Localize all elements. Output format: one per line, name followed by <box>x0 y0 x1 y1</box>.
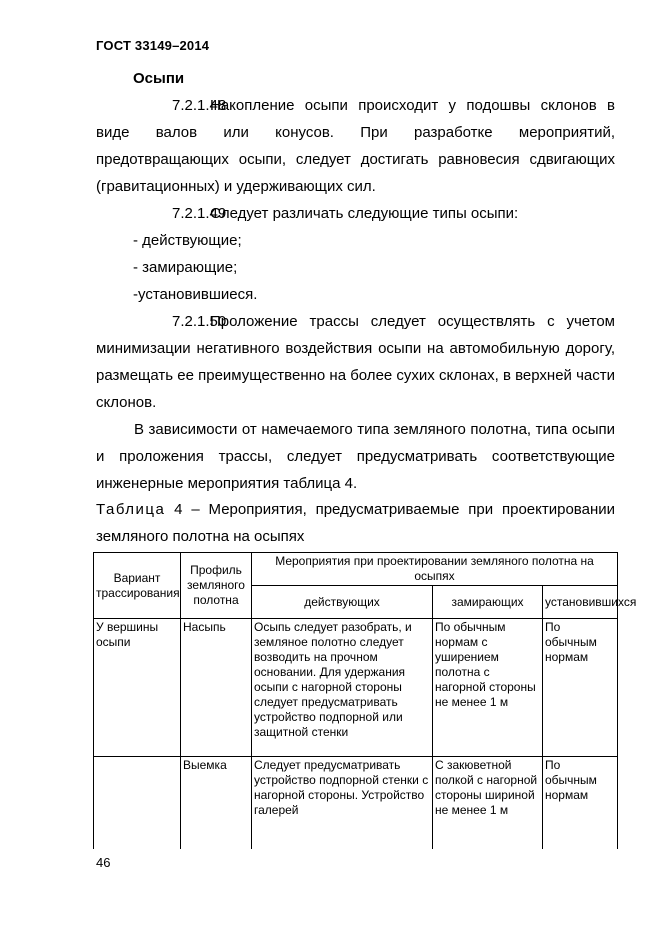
clause-text: Проложение трассы следует осуществлять с учетом минимизации негативного воздействия осыпи на автомобильную дорогу, размещать ее преимущественно на более сухих склонах, в верхней части склонов. <box>96 313 615 411</box>
section-title: Осыпи <box>133 70 185 87</box>
table-caption-text: 4 – Мероприятия, предусматриваемые при проектировании земляного полотна на осыпях <box>96 501 615 545</box>
paragraph-7-2-1-48 <box>96 92 615 200</box>
page-number: 46 <box>96 855 111 870</box>
cell-fading: По обычным нормам с уширением полотна с нагорной стороны не менее 1 м <box>433 619 543 757</box>
cell-active: Осыпь следует разобрать, и земляное полотно следует возводить на прочном основании. Для удержания осыпи с нагорной стороны следует предусматривать устройство подпорной или защитной стенки <box>252 619 433 757</box>
header-stable: установившихся <box>543 586 618 619</box>
table-caption-label: Таблица <box>96 501 166 518</box>
cell-stable: По обычным нормам <box>543 619 618 757</box>
list-item: -установившиеся. <box>133 286 258 303</box>
cell-profile: Насыпь <box>181 619 252 757</box>
clause-number: 7.2.1.50 <box>172 313 227 330</box>
table-caption <box>96 496 615 550</box>
document-header: ГОСТ 33149–2014 <box>96 38 210 53</box>
clause-number: 7.2.1.48 <box>172 97 227 114</box>
cell-stable: По обычным нормам <box>543 757 618 850</box>
cell-variant: У вершины осыпи <box>94 619 181 757</box>
list-item: - замирающие; <box>133 259 238 276</box>
header-variant: Вариант трассирования <box>94 553 181 619</box>
cell-fading: С закюветной полкой с нагорной стороны шириной не менее 1 м <box>433 757 543 850</box>
measures-table <box>93 552 637 849</box>
cell-variant <box>94 757 181 850</box>
header-measures: Мероприятия при проектировании земляного полотна на осыпях <box>252 553 618 586</box>
clause-text: Следует различать следующие типы осыпи: <box>210 205 519 222</box>
table-row <box>94 619 618 757</box>
header-active: действующих <box>252 586 433 619</box>
clause-number: 7.2.1.49 <box>172 205 227 222</box>
paragraph-dependency: В зависимости от намечаемого типа земляного полотна, типа осыпи и проложения трассы, следует предусматривать соответствующие инженерные мероприятия таблица 4. <box>96 421 615 492</box>
clause-text: Накопление осыпи происходит у подошвы склонов в виде валов или конусов. При разработке мероприятий, предотвращающих осыпи, следует достигать равновесия сдвигающих (гравитационных) и удерживающих сил. <box>96 97 615 195</box>
table-row <box>94 757 618 850</box>
header-fading: замирающих <box>433 586 543 619</box>
header-profile: Профиль земляного полотна <box>181 553 252 619</box>
cell-profile: Выемка <box>181 757 252 850</box>
cell-active: Следует предусматривать устройство подпорной стенки с нагорной стороны. Устройство галерей <box>252 757 433 850</box>
list-item: - действующие; <box>133 232 242 249</box>
table-header-row <box>94 553 618 586</box>
paragraph-7-2-1-49 <box>96 200 615 227</box>
paragraph-7-2-1-50 <box>96 308 615 416</box>
